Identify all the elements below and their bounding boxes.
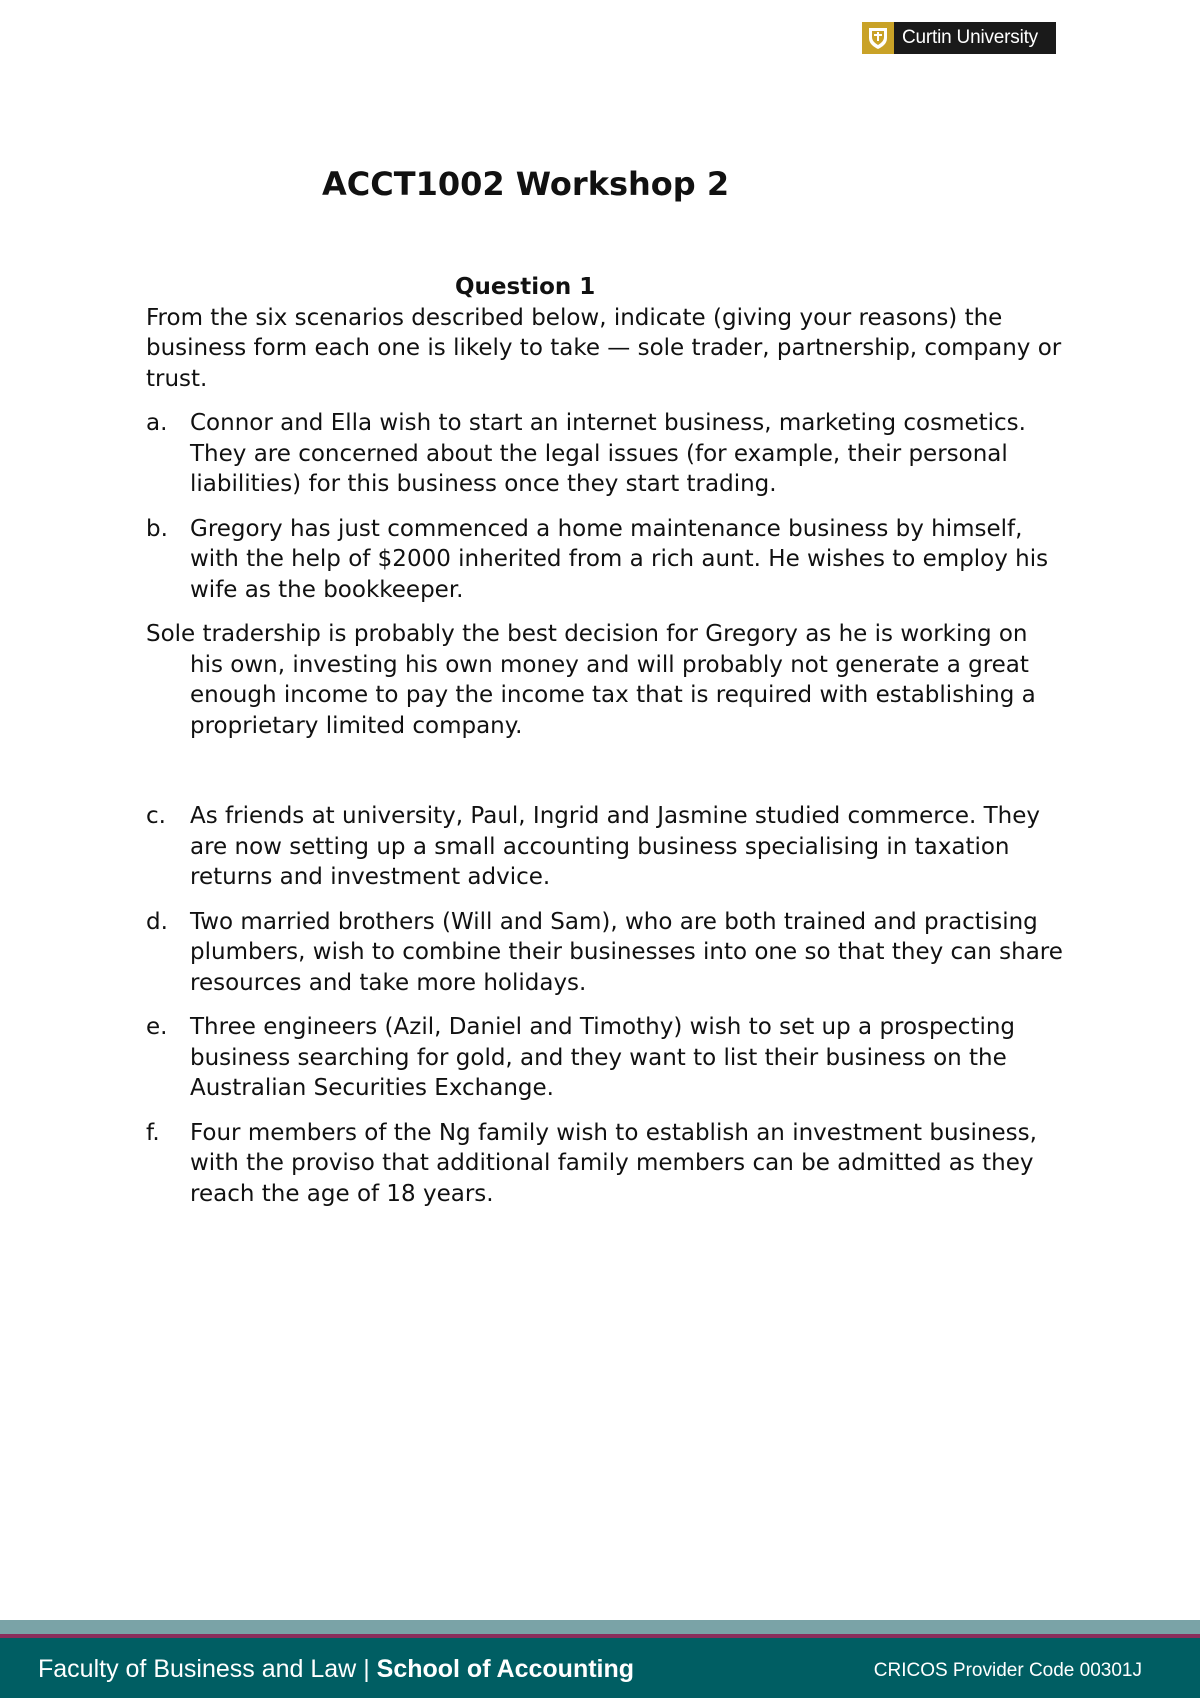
list-item-c xyxy=(146,801,1066,893)
footer-school: School of Accounting xyxy=(376,1655,635,1683)
page-title: ACCT1002 Workshop 2 xyxy=(322,165,730,203)
list-item-e xyxy=(146,1012,1066,1104)
list-item-letter: f. xyxy=(146,1119,160,1146)
list-item-text: Gregory has just commenced a home maintenance business by himself, with the help of $2000 inherited from a rich aunt. He wishes to employ his wife as the bookkeeper. xyxy=(190,515,1049,603)
list-item-letter: c. xyxy=(146,803,166,829)
spacer xyxy=(146,755,1066,801)
document-body xyxy=(146,272,1066,1223)
university-logo xyxy=(862,22,1056,54)
list-item-f xyxy=(146,1118,1066,1210)
answer-b: Sole tradership is probably the best decision for Gregory as he is working on his own, investing his own money and will probably not generate a great enough income to pay the income tax that is required with establishing a proprietary limited company. xyxy=(146,621,1036,739)
footer-faculty: Faculty of Business and Law xyxy=(38,1655,357,1683)
logo-text: Curtin University xyxy=(902,27,1038,48)
list-item-text: Connor and Ella wish to start an internet business, marketing cosmetics. They are concerned about the legal issues (for example, their personal liabilities) for this business once they start trading. xyxy=(190,410,1026,497)
list-item-a xyxy=(146,408,1066,500)
list-item-text: As friends at university, Paul, Ingrid and Jasmine studied commerce. They are now setting up a small accounting business specialising in taxation returns and investment advice. xyxy=(190,803,1040,890)
list-item-letter: d. xyxy=(146,908,168,935)
question-intro: From the six scenarios described below, indicate (giving your reasons) the business form each one is likely to take — sole trader, partnership, company or trust. xyxy=(146,304,1062,392)
list-item-text: Four members of the Ng family wish to establish an investment business, with the proviso that additional family members can be admitted as they reach the age of 18 years. xyxy=(190,1119,1037,1207)
list-item-d xyxy=(146,907,1066,999)
list-item-letter: a. xyxy=(146,410,168,436)
footer-faculty-school xyxy=(38,1655,634,1684)
footer-separator: | xyxy=(363,1655,370,1683)
list-item-text: Three engineers (Azil, Daniel and Timothy) wish to set up a prospecting business searching for gold, and they want to list their business on the Australian Securities Exchange. xyxy=(190,1014,1016,1101)
list-item-text: Two married brothers (Will and Sam), who are both trained and practising plumbers, wish to combine their businesses into one so that they can share resources and take more holidays. xyxy=(190,908,1063,996)
footer-band xyxy=(0,1620,1200,1634)
question-heading: Question 1 xyxy=(455,274,596,300)
crest-shield-icon xyxy=(867,26,889,50)
crest-icon xyxy=(862,22,894,54)
footer-cricos: CRICOS Provider Code 00301J xyxy=(873,1660,1142,1681)
list-item-letter: b. xyxy=(146,515,168,542)
footer xyxy=(0,1638,1200,1698)
list-item-b xyxy=(146,514,1066,606)
list-item-letter: e. xyxy=(146,1014,168,1040)
